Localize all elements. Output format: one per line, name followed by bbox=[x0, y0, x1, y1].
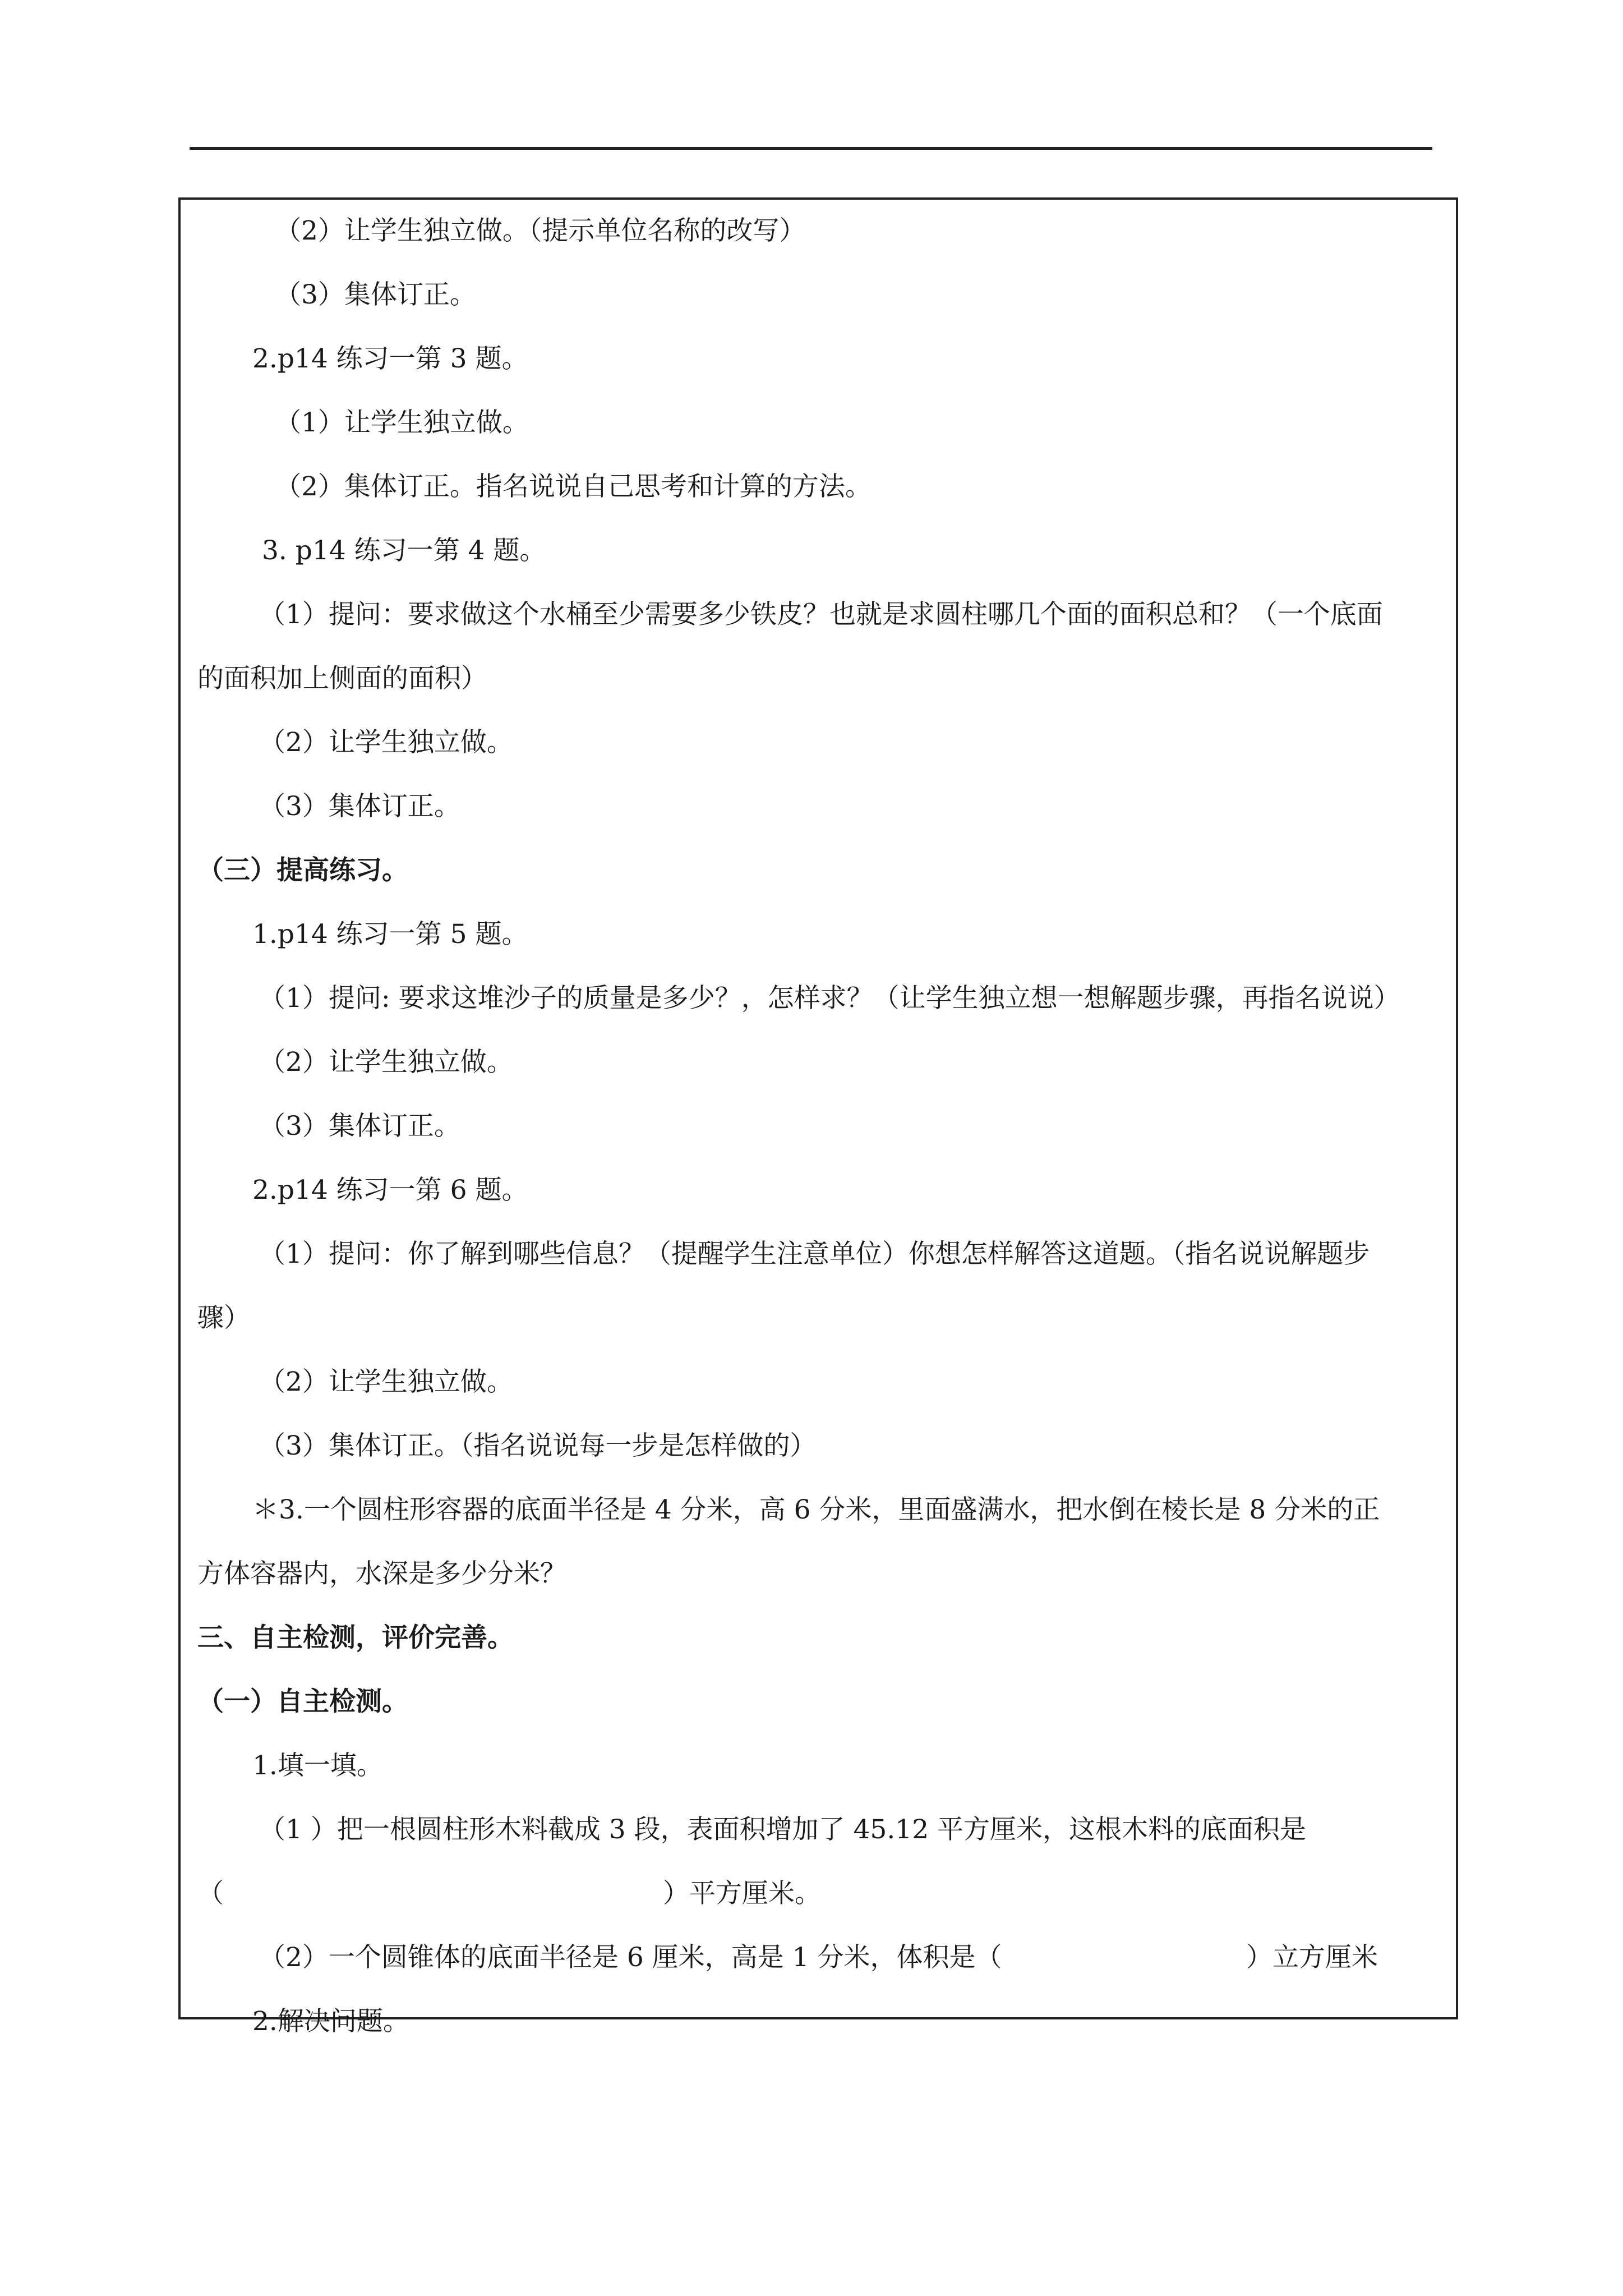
text-line: 2.p14 练习一第 3 题。 bbox=[252, 343, 528, 374]
text-line: 1.p14 练习一第 5 题。 bbox=[252, 919, 528, 950]
lesson-content-box bbox=[178, 197, 1458, 2037]
text-line: 2.p14 练习一第 6 题。 bbox=[252, 1175, 528, 1205]
text-line: （2）让学生独立做。 bbox=[259, 1047, 513, 1078]
section-heading: 三、自主检测，评价完善。 bbox=[197, 1622, 514, 1653]
text-line: 3. p14 练习一第 4 题。 bbox=[262, 535, 546, 566]
text-line: 1.填一填。 bbox=[252, 1750, 383, 1781]
text-line: 方体容器内，水深是多少分米？ bbox=[197, 1558, 566, 1589]
text-line: （3）集体订正。 bbox=[259, 1111, 460, 1142]
text-line: （1 ）把一根圆柱形木料截成 3 段，表面积增加了 45.12 平方厘米，这根木料的底面积是 bbox=[259, 1814, 1307, 1845]
text-line: （3）集体订正。（指名说说每一步是怎样做的） bbox=[259, 1430, 817, 1461]
text-line: （1）提问：要求做这个水桶至少需要多少铁皮？也就是求圆柱哪几个面的面积总和？（一个底面 bbox=[259, 599, 1383, 630]
answer-blank-open: （ bbox=[197, 1878, 224, 1909]
text-line: 的面积加上侧面的面积） bbox=[197, 663, 487, 694]
header-rule bbox=[190, 147, 1432, 150]
text-line: ）平方厘米。 bbox=[663, 1878, 821, 1909]
text-line: ＊3.一个圆柱形容器的底面半径是 4 分米，高 6 分米，里面盛满水，把水倒在棱长是 8 分米的正 bbox=[252, 1494, 1380, 1525]
text-line: （2）集体订正。指名说说自己思考和计算的方法。 bbox=[275, 471, 872, 502]
text-line: 骤） bbox=[197, 1303, 250, 1333]
text-line: （3）集体订正。 bbox=[259, 791, 460, 822]
text-line: （3）集体订正。 bbox=[275, 279, 476, 310]
text-line: （2）让学生独立做。 bbox=[259, 727, 513, 758]
text-line: （1）提问: 要求这堆沙子的质量是多少？，怎样求？（让学生独立想一想解题步骤，再指名说说） bbox=[259, 983, 1400, 1014]
subsection-heading: （一）自主检测。 bbox=[197, 1686, 408, 1717]
text-line: ）立方厘米 bbox=[1246, 1942, 1378, 1973]
text-line: （1）提问：你了解到哪些信息？（提醒学生注意单位）你想怎样解答这道题。（指名说说解题步 bbox=[259, 1239, 1370, 1269]
text-line: （2）让学生独立做。（提示单位名称的改写） bbox=[275, 215, 806, 246]
text-line: （2）一个圆锥体的底面半径是 6 厘米，高是 1 分米，体积是（ bbox=[259, 1942, 1002, 1973]
section-heading: （三）提高练习。 bbox=[197, 855, 408, 886]
text-line: （2）让学生独立做。 bbox=[259, 1366, 513, 1397]
text-line: （1）让学生独立做。 bbox=[275, 407, 529, 438]
text-line: 2.解决问题。 bbox=[252, 2006, 409, 2037]
